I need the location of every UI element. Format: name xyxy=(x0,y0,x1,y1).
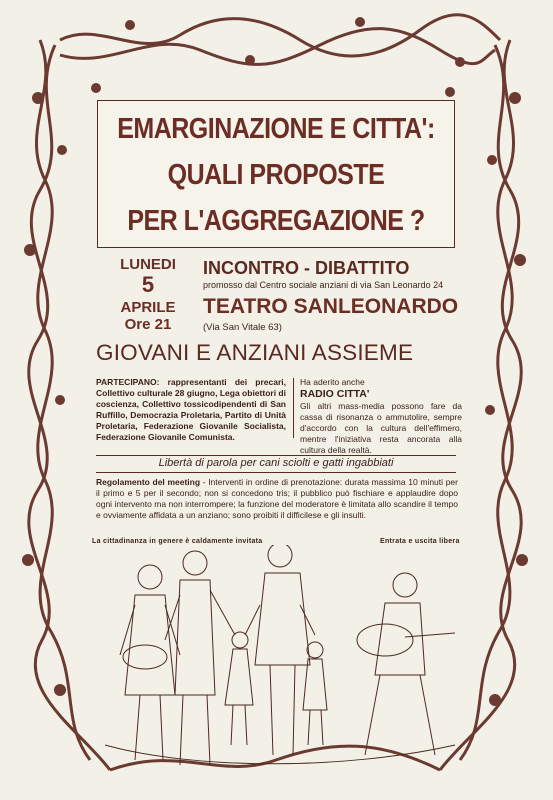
rules-label: Regolamento del meeting xyxy=(96,477,201,487)
radio-name: RADIO CITTA' xyxy=(300,388,370,400)
people-illustration xyxy=(95,545,465,775)
participants-label: PARTECIPANO: xyxy=(96,377,160,387)
title-line-1: EMARGINAZIONE E CITTA': xyxy=(117,112,435,146)
venue-name: TEATRO SANLEONARDO xyxy=(203,295,459,318)
date-day: LUNEDI xyxy=(120,256,176,273)
rules-text: - Interventi in ordine di prenotazione: durata massima 10 minuti per il primo e 5 per il secondo; non si concedono tris; il pubblico può fischiare e applaudire dopo ogni intervento ma non interrompere; la funzione del moderatore è limitata allo scandire il tempo e ovviamente affidata a un anziano; sono proibiti il difficilese e gli insulti. xyxy=(96,477,458,520)
note-right: Entrata e uscita libera xyxy=(380,538,460,545)
title-line-2: QUALI PROPOSTE xyxy=(167,158,385,192)
venue-address: (Via San Vitale 63) xyxy=(203,322,282,333)
title-line-3: PER L'AGGREGAZIONE ? xyxy=(127,204,425,238)
date-time: Ore 21 xyxy=(124,316,172,333)
column-divider xyxy=(293,378,294,438)
participants-block xyxy=(96,377,286,443)
event-type: INCONTRO - DIBATTITO xyxy=(203,258,410,278)
title-box xyxy=(97,100,455,248)
participants-text: rappresentanti dei precari, Collettivo culturale 28 giugno, Lega obiettori di coscienza, Collettivo tossicodipendenti di San Ruffillo, Democrazia Proletaria, Partito di Unità Proletaria, Federazione Giovanile Socialista, Federazione Giovanile Comunista. xyxy=(96,377,286,442)
date-number: 5 xyxy=(141,272,155,297)
slogan-bottom-rule xyxy=(96,472,456,473)
date-month: APRILE xyxy=(120,299,176,316)
slogan-top-rule xyxy=(96,455,456,456)
event-promoter: promosso dal Centro sociale anziani di via San Leonardo 24 xyxy=(203,280,444,290)
radio-text: Gli altri mass-media possono fare da cassa di risonanza o ammutolire, sempre d'accordo con la cultura dell'effimero, mentre l'iniziativa resta ancorata alla cultura della realtà. xyxy=(300,401,462,455)
note-left: La cittadinanza in genere è caldamente invitata xyxy=(92,538,263,545)
slogan: Libertà di parola per cani sciolti e gatti ingabbiati xyxy=(158,457,394,469)
headline: GIOVANI E ANZIANI ASSIEME xyxy=(96,340,414,365)
radio-intro: Ha aderito anche xyxy=(300,377,365,387)
rules-block xyxy=(96,477,458,521)
